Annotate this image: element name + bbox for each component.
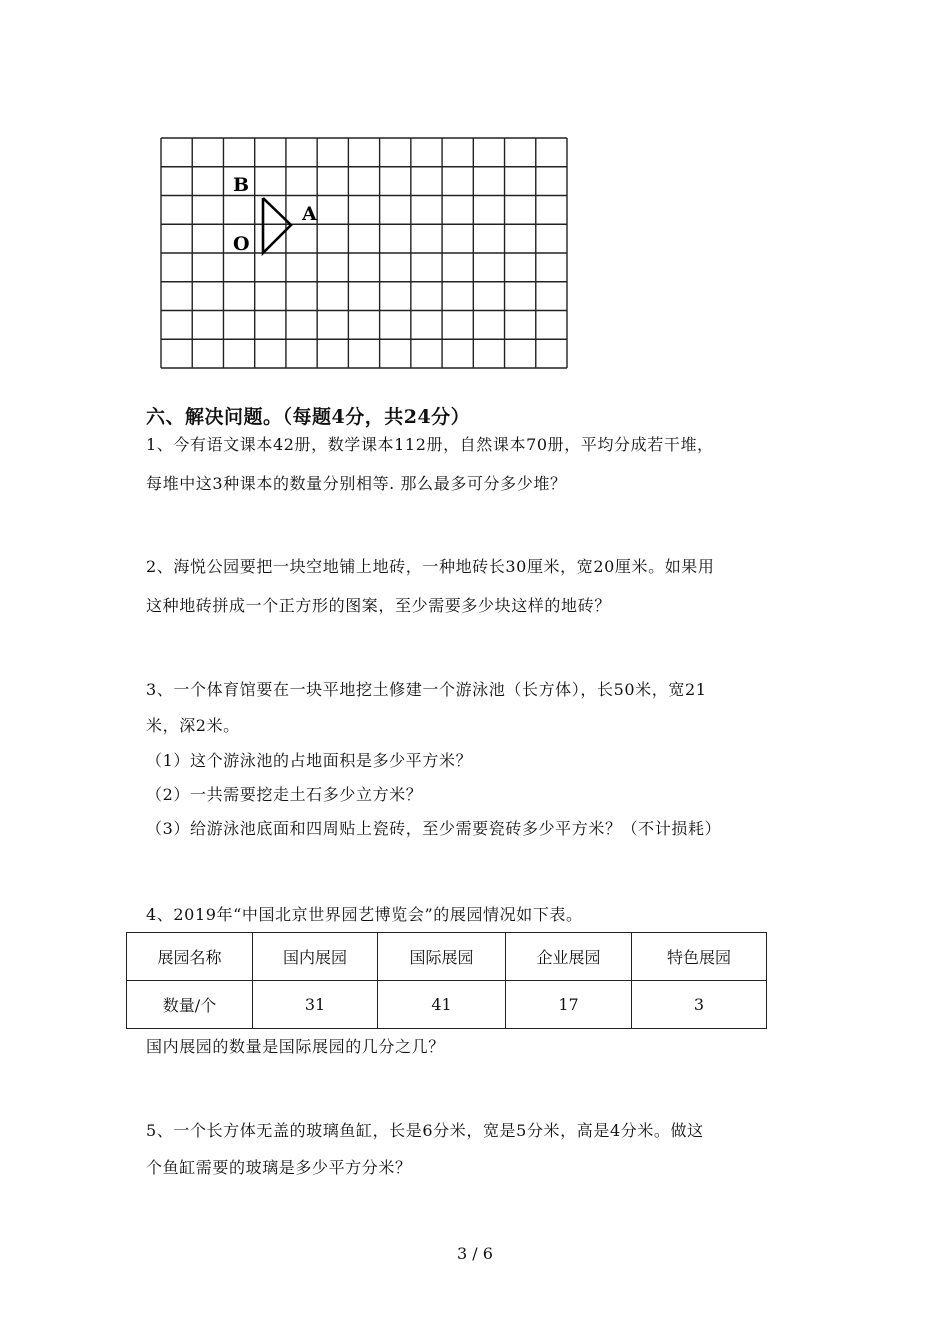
table-header-cell: 国际展园: [378, 933, 506, 981]
table-cell: 数量/个: [127, 981, 253, 1029]
table-cell: 3: [632, 981, 767, 1029]
table-header-row: [127, 933, 767, 981]
q4-line1: 4、2019年“中国北京世界园艺博览会”的展园情况如下表。: [146, 905, 583, 924]
table-header-cell: 企业展园: [506, 933, 632, 981]
label-o: O: [233, 233, 250, 255]
q2-line1: 2、海悦公园要把一块空地铺上地砖，一种地砖长30厘米，宽20厘米。如果用: [146, 557, 715, 576]
table-header-cell: 特色展园: [632, 933, 767, 981]
label-b: B: [233, 174, 250, 196]
section-title: 六、解决问题。（每题4分，共24分）: [146, 406, 471, 428]
q3-line2: 米，深2米。: [146, 716, 240, 735]
grid-figure: [160, 137, 568, 369]
q3-sub1: （1）这个游泳池的占地面积是多少平方米？: [146, 751, 473, 770]
table-row: [127, 981, 767, 1029]
q2-line2: 这种地砖拼成一个正方形的图案，至少需要多少块这样的地砖？: [146, 596, 611, 615]
q5-line1: 5、一个长方体无盖的玻璃鱼缸，长是6分米，宽是5分米，高是4分米。做这: [146, 1121, 704, 1140]
table-cell: 41: [378, 981, 506, 1029]
q5-line2: 个鱼缸需要的玻璃是多少平方分米？: [146, 1158, 412, 1177]
table-header-cell: 展园名称: [127, 933, 253, 981]
grid-svg: [160, 137, 568, 369]
expo-table: [126, 932, 767, 1029]
page-number: 3 / 6: [457, 1244, 493, 1263]
q3-sub3: （3）给游泳池底面和四周贴上瓷砖，至少需要瓷砖多少平方米？（不计损耗）: [146, 819, 722, 838]
table-cell: 31: [253, 981, 378, 1029]
table-header-cell: 国内展园: [253, 933, 378, 981]
label-a: A: [302, 203, 317, 225]
q1-line2: 每堆中这3种课本的数量分别相等. 那么最多可分多少堆？: [146, 474, 567, 493]
q3-line1: 3、一个体育馆要在一块平地挖土修建一个游泳池（长方体），长50米，宽21: [146, 680, 707, 699]
q1-line1: 1、今有语文课本42册，数学课本112册，自然课本70册，平均分成若干堆，: [146, 435, 714, 454]
q4-question: 国内展园的数量是国际展园的几分之几？: [146, 1037, 445, 1056]
q3-sub2: （2）一共需要挖走土石多少立方米？: [146, 785, 423, 804]
triangle-shape: [263, 198, 291, 253]
table-cell: 17: [506, 981, 632, 1029]
